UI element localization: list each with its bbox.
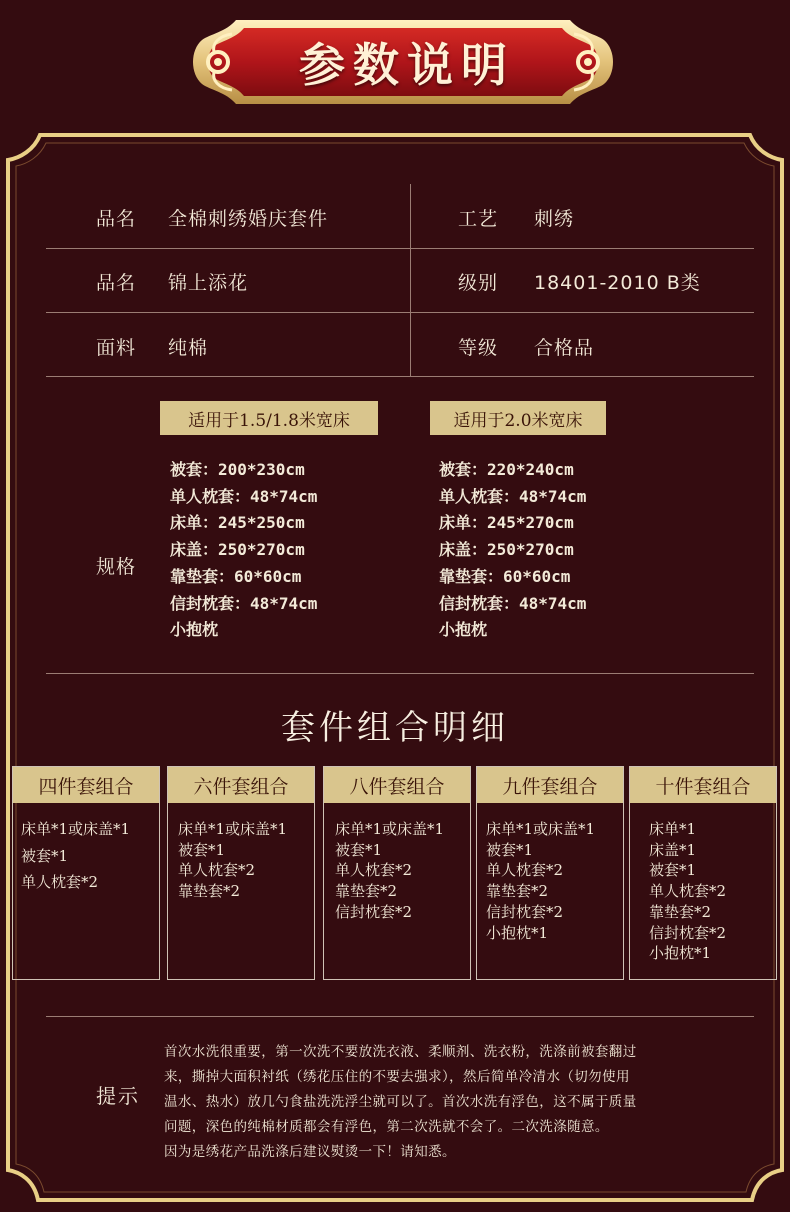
combo-card-title: 八件套组合 bbox=[324, 767, 470, 803]
combo-card bbox=[167, 766, 315, 980]
list-item: 单人枕套*2 bbox=[335, 861, 413, 880]
list-item: 靠垫套：60*60cm bbox=[439, 566, 571, 586]
table-divider bbox=[46, 376, 754, 377]
combo-card-list bbox=[477, 803, 623, 943]
combo-card-title: 六件套组合 bbox=[168, 767, 314, 803]
table-divider bbox=[46, 248, 754, 249]
spec-label: 面料 bbox=[96, 337, 137, 359]
combo-card-title: 四件套组合 bbox=[13, 767, 159, 803]
list-item: 被套*1 bbox=[21, 846, 69, 865]
section-divider bbox=[46, 673, 754, 674]
list-item: 床单*1或床盖*1 bbox=[486, 820, 596, 838]
list-item: 床单：245*270cm bbox=[439, 513, 574, 533]
list-item: 被套*1 bbox=[486, 840, 534, 859]
spec-value: 纯棉 bbox=[168, 337, 209, 359]
bed-size-tag-small: 适用于1.5/1.8米宽床 bbox=[160, 401, 378, 435]
list-item: 被套*1 bbox=[178, 840, 226, 859]
list-item: 单人枕套*2 bbox=[486, 861, 564, 880]
list-item: 单人枕套：48*74cm bbox=[170, 486, 318, 506]
list-item: 小抱枕*1 bbox=[486, 923, 549, 942]
list-item: 小抱枕 bbox=[170, 620, 219, 640]
list-item: 靠垫套*2 bbox=[649, 902, 712, 921]
list-item: 靠垫套*2 bbox=[178, 882, 241, 901]
list-item: 床盖：250*270cm bbox=[170, 540, 305, 560]
tips-line: 因为是绣花产品洗涤后建议熨烫一下！请知悉。 bbox=[164, 1144, 456, 1160]
list-item: 靠垫套*2 bbox=[486, 882, 549, 901]
spec-value: 锦上添花 bbox=[168, 272, 249, 294]
combo-card-list bbox=[324, 803, 470, 923]
spec-label: 级别 bbox=[458, 272, 499, 294]
list-item: 床盖：250*270cm bbox=[439, 540, 574, 560]
combo-card bbox=[12, 766, 160, 980]
spec-label: 品名 bbox=[96, 208, 137, 230]
list-item: 被套*1 bbox=[649, 861, 697, 880]
list-item: 被套*1 bbox=[335, 840, 383, 859]
tips-line: 问题，深色的纯棉材质都会有浮色，第二次洗就不会了。二次洗涤随意。 bbox=[164, 1119, 609, 1135]
list-item: 靠垫套：60*60cm bbox=[170, 566, 302, 586]
combo-card bbox=[629, 766, 777, 980]
table-divider bbox=[46, 312, 754, 313]
combo-card bbox=[323, 766, 471, 980]
tips-text bbox=[164, 1040, 749, 1165]
size-list-small bbox=[170, 457, 317, 644]
table-column-divider bbox=[410, 184, 411, 376]
title-banner bbox=[188, 14, 618, 110]
spec-label: 品名 bbox=[96, 272, 137, 294]
size-label: 规格 bbox=[96, 556, 137, 578]
tips-line: 首次水洗很重要，第一次洗不要放洗衣液、柔顺剂、洗衣粉，洗涤前被套翻过 bbox=[164, 1044, 637, 1060]
tips-label: 提示 bbox=[96, 1084, 140, 1108]
list-item: 单人枕套：48*74cm bbox=[439, 486, 587, 506]
list-item: 被套：200*230cm bbox=[170, 460, 305, 479]
list-item: 床单*1 bbox=[649, 820, 697, 838]
combo-card bbox=[476, 766, 624, 980]
list-item: 床单：245*250cm bbox=[170, 513, 305, 533]
list-item: 小抱枕 bbox=[439, 620, 488, 640]
bed-size-tag-large: 适用于2.0米宽床 bbox=[430, 401, 606, 435]
list-item: 靠垫套*2 bbox=[335, 882, 398, 901]
tips-line: 来，撕掉大面积衬纸（绣花压住的不要去强求），然后简单冷清水（切勿使用 bbox=[164, 1069, 630, 1085]
list-item: 单人枕套*2 bbox=[649, 882, 727, 901]
list-item: 小抱枕*1 bbox=[649, 944, 712, 963]
list-item: 单人枕套*2 bbox=[21, 873, 99, 892]
section-divider bbox=[46, 1016, 754, 1017]
list-item: 床盖*1 bbox=[649, 840, 697, 859]
combo-section-title: 套件组合明细 bbox=[281, 708, 509, 748]
list-item: 信封枕套：48*74cm bbox=[439, 593, 587, 613]
combo-card-list bbox=[168, 803, 314, 902]
spec-label: 工艺 bbox=[458, 208, 499, 230]
list-item: 信封枕套：48*74cm bbox=[170, 593, 318, 613]
combo-card-list bbox=[13, 803, 159, 893]
combo-card-list bbox=[630, 803, 776, 964]
tips-line: 温水、热水）放几勺食盐洗洗浮尘就可以了。首次水洗有浮色，这不属于质量 bbox=[164, 1094, 637, 1110]
list-item: 床单*1或床盖*1 bbox=[335, 820, 445, 838]
list-item: 床单*1或床盖*1 bbox=[21, 820, 131, 838]
list-item: 信封枕套*2 bbox=[486, 902, 564, 921]
list-item: 信封枕套*2 bbox=[335, 902, 413, 921]
spec-value: 全棉刺绣婚庆套件 bbox=[168, 208, 329, 230]
list-item: 被套：220*240cm bbox=[439, 460, 574, 479]
combo-card-title: 十件套组合 bbox=[630, 767, 776, 803]
spec-value: 18401-2010 B类 bbox=[534, 272, 701, 294]
page-title: 参数说明 bbox=[299, 38, 515, 92]
combo-card-title: 九件套组合 bbox=[477, 767, 623, 803]
list-item: 床单*1或床盖*1 bbox=[178, 820, 288, 838]
list-item: 单人枕套*2 bbox=[178, 861, 256, 880]
list-item: 信封枕套*2 bbox=[649, 923, 727, 942]
spec-label: 等级 bbox=[458, 337, 499, 359]
spec-value: 合格品 bbox=[534, 337, 595, 359]
size-list-large bbox=[439, 457, 586, 644]
spec-value: 刺绣 bbox=[534, 208, 575, 230]
